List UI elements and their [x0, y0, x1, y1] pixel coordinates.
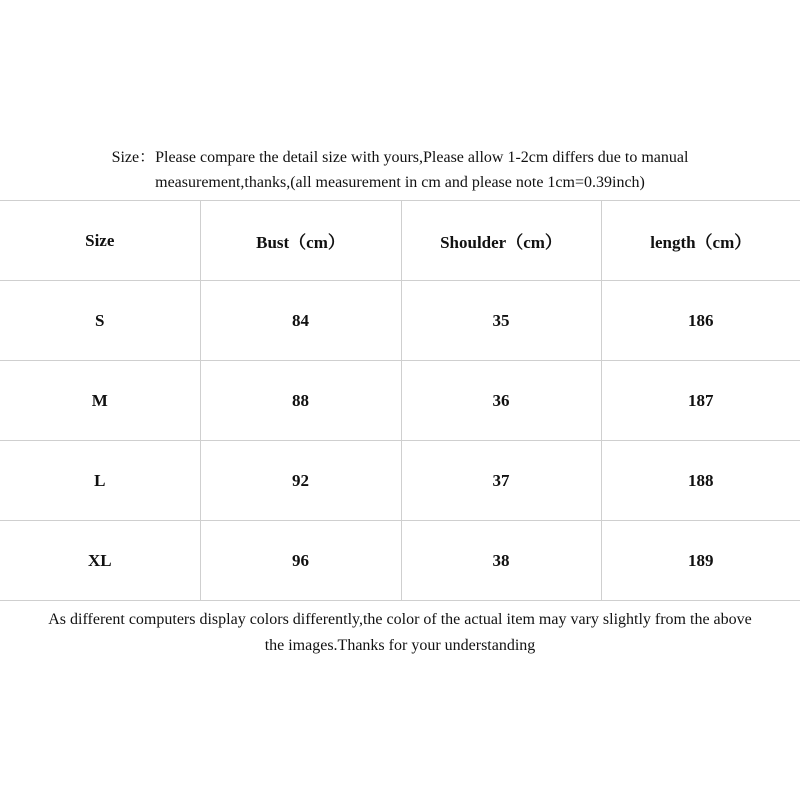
- size-intro-text: [0, 145, 800, 195]
- cell-size: M: [0, 361, 200, 441]
- table-header-row: [0, 201, 800, 281]
- cell-shoulder: 36: [401, 361, 601, 441]
- header-size: Size: [0, 201, 200, 281]
- cell-bust: 92: [200, 441, 401, 521]
- table-row: [0, 361, 800, 441]
- cell-length: 186: [601, 281, 800, 361]
- cell-shoulder: 35: [401, 281, 601, 361]
- header-bust: Bust（cm）: [200, 201, 401, 281]
- intro-line-1: Size：Please compare the detail size with yours,Please allow 1-2cm differs due to manual: [111, 149, 689, 166]
- cell-length: 187: [601, 361, 800, 441]
- table-row: [0, 281, 800, 361]
- cell-length: 188: [601, 441, 800, 521]
- size-chart-table: [0, 200, 800, 601]
- cell-shoulder: 38: [401, 521, 601, 601]
- cell-bust: 96: [200, 521, 401, 601]
- cell-bust: 88: [200, 361, 401, 441]
- header-length: length（cm）: [601, 201, 800, 281]
- header-shoulder: Shoulder（cm）: [401, 201, 601, 281]
- cell-size: XL: [0, 521, 200, 601]
- color-disclaimer-text: [0, 607, 800, 659]
- cell-shoulder: 37: [401, 441, 601, 521]
- cell-length: 189: [601, 521, 800, 601]
- table-row: [0, 441, 800, 521]
- cell-size: S: [0, 281, 200, 361]
- cell-bust: 84: [200, 281, 401, 361]
- outro-line-2: the images.Thanks for your understanding: [264, 637, 536, 654]
- table-row: [0, 521, 800, 601]
- outro-line-1: As different computers display colors differently,the color of the actual item may vary slightly from the above: [48, 611, 752, 628]
- cell-size: L: [0, 441, 200, 521]
- intro-line-2: measurement,thanks,(all measurement in cm and please note 1cm=0.39inch): [155, 174, 645, 191]
